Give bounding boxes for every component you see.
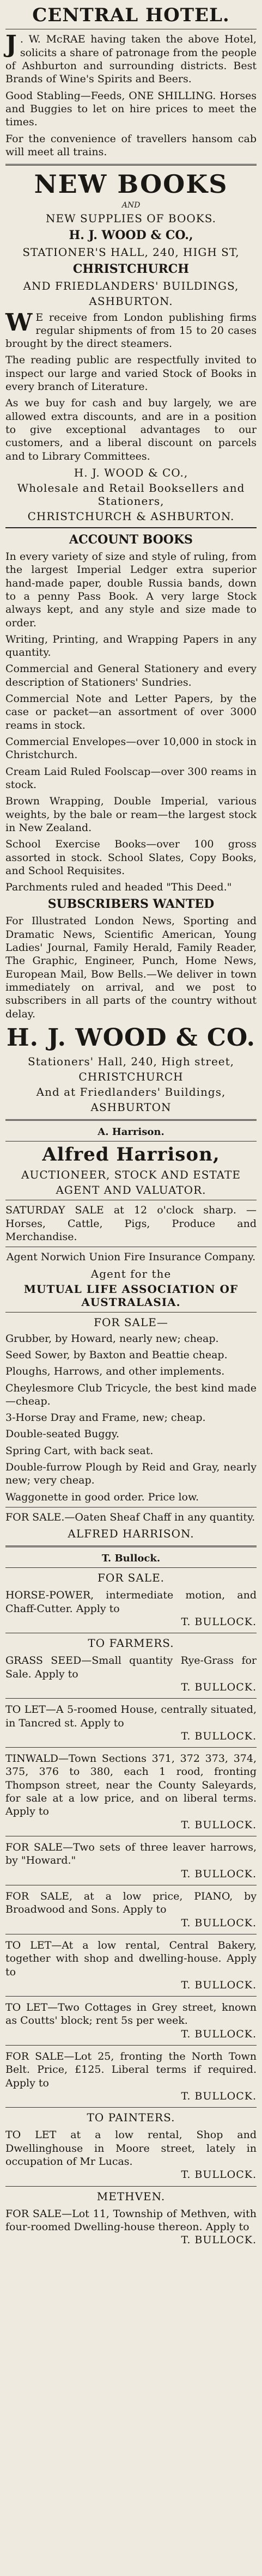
central-hotel-p2: Good Stabling—Feeds, ONE SHILLING. Horses and Buggies to let on hire prices to meet the times. bbox=[5, 89, 257, 129]
item-sig: T. BULLOCK. bbox=[181, 2234, 257, 2247]
divider bbox=[5, 1312, 257, 1313]
harrison-role1: AUCTIONEER, STOCK AND ESTATE bbox=[21, 1168, 241, 1182]
new-books-ad bbox=[5, 171, 257, 523]
harrison-item: Double-seated Buggy. bbox=[5, 1428, 119, 1440]
item-text: TO LET—A 5-roomed House, centrally situated, in Tancred st. Apply to bbox=[5, 1704, 257, 1729]
subscribers-ad bbox=[5, 897, 257, 1114]
new-books-sig-desc: Wholesale and Retail Booksellers and Stationers, bbox=[17, 481, 245, 508]
bullock-ad bbox=[5, 1553, 257, 2247]
account-books-p8: School Exercise Books—over 100 gross assorted in stock. School Slates, Copy Books, and School Requisites. bbox=[5, 838, 257, 877]
new-books-town: ASHBURTON. bbox=[89, 294, 173, 308]
item-sig: T. BULLOCK. bbox=[181, 1681, 257, 1693]
item-text: FOR SALE, at a low price, PIANO, by Broadwood and Sons. Apply to bbox=[5, 1890, 257, 1916]
item-sig: T. BULLOCK. bbox=[181, 1818, 257, 1831]
item-sig: T. BULLOCK. bbox=[181, 1615, 257, 1628]
new-books-and: AND bbox=[121, 200, 141, 210]
dropcap-letter: W bbox=[5, 308, 33, 337]
new-books-city: CHRISTCHURCH bbox=[72, 261, 190, 276]
bullock-lot25 bbox=[5, 2050, 257, 2103]
harrison-society: MUTUAL LIFE ASSOCIATION OF AUSTRALASIA. bbox=[23, 1282, 239, 1309]
new-books-p2: The reading public are respectfully invited to inspect our large and varied Stock of Books in every branch of Literature. bbox=[5, 354, 257, 393]
subscribers-p1: For Illustrated London News, Sporting and Dramatic News, Scientific American, Young Ladies' Journal, Family Herald, Family Reader, The Graphic, Engineer, Punch, Home News, European Mail, Bow Bells.—We deliver in town immediately on arrival, and we post to subscribers in all parts of the country without delay. bbox=[5, 915, 257, 1020]
item-sig: T. BULLOCK. bbox=[181, 1730, 257, 1742]
item-text: HORSE-POWER, intermediate motion, and Chaff-Cutter. Apply to bbox=[5, 1589, 257, 1615]
account-books-ad bbox=[5, 533, 257, 894]
bullock-for-sale: FOR SALE. bbox=[97, 1571, 165, 1585]
divider bbox=[5, 1996, 257, 1997]
item-sig: T. BULLOCK. bbox=[181, 1867, 257, 1880]
item-text: TO LET—Two Cottages in Grey street, known as Coutts' block; rent 5s per week. bbox=[5, 2001, 257, 2027]
subscribers-firm: H. J. WOOD & CO. bbox=[7, 1023, 255, 1052]
account-books-p9: Parchments ruled and headed "This Deed." bbox=[5, 881, 232, 894]
divider bbox=[5, 1567, 257, 1568]
item-sig: T. BULLOCK. bbox=[181, 1916, 257, 1929]
bullock-horse-power bbox=[5, 1589, 257, 1628]
divider bbox=[5, 1747, 257, 1748]
divider bbox=[5, 164, 257, 166]
harrison-header: A. Harrison. bbox=[98, 1126, 164, 1138]
harrison-item: Ploughs, Harrows, and other implements. bbox=[5, 1365, 225, 1378]
divider bbox=[5, 1546, 257, 1547]
central-hotel-title: CENTRAL HOTEL. bbox=[32, 4, 230, 26]
item-sig: T. BULLOCK. bbox=[181, 2028, 257, 2040]
account-books-title: ACCOUNT BOOKS bbox=[69, 532, 193, 547]
item-text: FOR SALE—Two sets of three leaver harrows, by "Howard." bbox=[5, 1841, 257, 1867]
bullock-shop bbox=[5, 2128, 257, 2181]
dropcap-letter: J bbox=[5, 30, 17, 59]
central-hotel-p3: For the convenience of travellers hansom cab will meet all trains. bbox=[5, 132, 257, 158]
harrison-item: Spring Cart, with back seat. bbox=[5, 1444, 154, 1457]
divider bbox=[5, 1119, 257, 1121]
new-books-p3: As we buy for cash and buy largely, we are allowed extra discounts, and are in a position to give exceptional advantages to our customers, and a liberal discount on parcels and to Library Committees. bbox=[5, 397, 257, 462]
item-text: TO LET—At a low rental, Central Bakery, together with shop and dwelling-house. Apply to bbox=[5, 1939, 257, 1978]
bullock-lot11 bbox=[5, 2207, 257, 2247]
subscribers-addr2: CHRISTCHURCH bbox=[78, 1070, 184, 1083]
new-books-p1 bbox=[5, 308, 257, 351]
harrison-item: Seed Sower, by Baxton and Beattie cheap. bbox=[5, 1348, 228, 1361]
new-books-sig-firm: H. J. WOOD & CO., bbox=[74, 466, 188, 479]
new-books-firm: H. J. WOOD & CO., bbox=[69, 228, 193, 242]
harrison-agent1: Agent Norwich Union Fire Insurance Company. bbox=[6, 1251, 256, 1263]
account-books-p1: In every variety of size and style of ruling, from the largest Imperial Ledger extra superior hand-made paper, double Russia bands, down to a penny Pass Book. A very large Stock always kept, and any style and size made to order. bbox=[5, 550, 257, 629]
account-books-p4: Commercial Note and Letter Papers, by the case or packet—an assortment of over 3000 reams in stock. bbox=[5, 693, 257, 731]
item-sig: T. BULLOCK. bbox=[181, 1979, 257, 1991]
subscribers-addr1: Stationers' Hall, 240, High street, bbox=[27, 1054, 235, 1068]
account-books-p6: Cream Laid Ruled Foolscap—over 300 reams in stock. bbox=[5, 765, 257, 791]
new-books-title: NEW BOOKS bbox=[34, 169, 228, 199]
item-text: TINWALD—Town Sections 371, 372 373, 374, 375, 376 to 380, each 1 rood, fronting Thompson street, near the County Saleyards, for sale at a low price, and on liberal terms. Apply to bbox=[5, 1753, 257, 1818]
bullock-harrows bbox=[5, 1841, 257, 1881]
divider bbox=[5, 2107, 257, 2108]
bullock-piano bbox=[5, 1890, 257, 1930]
bullock-to-painters: TO PAINTERS. bbox=[87, 2111, 175, 2125]
harrison-item: Grubber, by Howard, nearly new; cheap. bbox=[5, 1332, 219, 1345]
harrison-for-sale: FOR SALE— bbox=[94, 1315, 168, 1329]
harrison-agent2: Agent for the bbox=[90, 1267, 172, 1280]
central-hotel-p1 bbox=[5, 30, 257, 86]
item-text: GRASS SEED—Small quantity Rye-Grass for Sale. Apply to bbox=[5, 1655, 257, 1680]
harrison-item: Double-furrow Plough by Reid and Gray, nearly new; very cheap. bbox=[5, 1461, 257, 1487]
bullock-cottages bbox=[5, 2001, 257, 2041]
bullock-to-let1 bbox=[5, 1703, 257, 1743]
harrison-item: 3-Horse Dray and Frame, new; cheap. bbox=[5, 1412, 206, 1424]
bullock-methven: METHVEN. bbox=[96, 2189, 166, 2203]
new-books-p1-text: E receive from London publishing firms regular shipments of from 15 to 20 cases brought by the direct steamers. bbox=[5, 311, 257, 350]
account-books-p2: Writing, Printing, and Wrapping Papers in any quantity. bbox=[5, 633, 257, 659]
item-text: FOR SALE—Lot 11, Township of Methven, with four-roomed Dwelling-house thereon. Apply to bbox=[5, 2207, 257, 2233]
harrison-name: Alfred Harrison, bbox=[42, 1143, 220, 1165]
harrison-sig: ALFRED HARRISON. bbox=[68, 1527, 194, 1541]
bullock-tinwald bbox=[5, 1752, 257, 1832]
bullock-header: T. Bullock. bbox=[101, 1553, 161, 1565]
bullock-bakery bbox=[5, 1939, 257, 1992]
new-books-sig-place: CHRISTCHURCH & ASHBURTON. bbox=[27, 509, 235, 523]
new-books-address1: STATIONER'S HALL, 240, HIGH ST, bbox=[22, 245, 240, 259]
subscribers-addr4: ASHBURTON bbox=[90, 1100, 172, 1114]
divider bbox=[5, 1698, 257, 1699]
item-sig: T. BULLOCK. bbox=[181, 2169, 257, 2181]
harrison-role2: AGENT AND VALUATOR. bbox=[56, 1183, 206, 1197]
central-hotel-ad bbox=[5, 5, 257, 158]
item-text: TO LET at a low rental, Shop and Dwellinghouse in Moore street, lately in occupation of Mr Lucas. bbox=[5, 2129, 257, 2168]
subscribers-addr3: And at Friedlanders' Buildings, bbox=[36, 1085, 226, 1098]
central-hotel-p1-text: . W. McRAE having taken the above Hotel, solicits a share of patronage from the people of Ashburton and surrounding districts. Best Brands of Wine's Spirits and Beers. bbox=[5, 33, 257, 86]
account-books-p3: Commercial and General Stationery and every description of Stationers' Sundries. bbox=[5, 663, 257, 688]
divider bbox=[5, 527, 257, 528]
harrison-oaten: FOR SALE.—Oaten Sheaf Chaff in any quantity. bbox=[5, 1511, 255, 1524]
account-books-p5: Commercial Envelopes—over 10,000 in stock in Christchurch. bbox=[5, 736, 257, 761]
account-books-p7: Brown Wrapping, Double Imperial, various weights, by the bale or ream—the largest stock in New Zealand. bbox=[5, 795, 257, 834]
divider bbox=[5, 2186, 257, 2187]
harrison-item: Cheylesmore Club Tricycle, the best kind made—cheap. bbox=[5, 1382, 257, 1407]
divider bbox=[5, 2045, 257, 2046]
new-books-subtitle: NEW SUPPLIES OF BOOKS. bbox=[45, 211, 217, 225]
bullock-grass bbox=[5, 1654, 257, 1694]
harrison-ad bbox=[5, 1126, 257, 1540]
harrison-item: Waggonette in good order. Price low. bbox=[5, 1491, 199, 1503]
bullock-to-farmers: TO FARMERS. bbox=[88, 1637, 174, 1650]
item-text: FOR SALE—Lot 25, fronting the North Town Belt. Price, £125. Liberal terms if required. Apply to bbox=[5, 2050, 257, 2089]
item-sig: T. BULLOCK. bbox=[181, 2090, 257, 2103]
divider bbox=[5, 1141, 257, 1142]
harrison-sale: SATURDAY SALE at 12 o'clock sharp. —Horses, Cattle, Pigs, Produce and Merchandise. bbox=[5, 1204, 257, 1243]
subscribers-title: SUBSCRIBERS WANTED bbox=[47, 897, 215, 912]
new-books-address2: AND FRIEDLANDERS' BUILDINGS, bbox=[23, 279, 239, 292]
